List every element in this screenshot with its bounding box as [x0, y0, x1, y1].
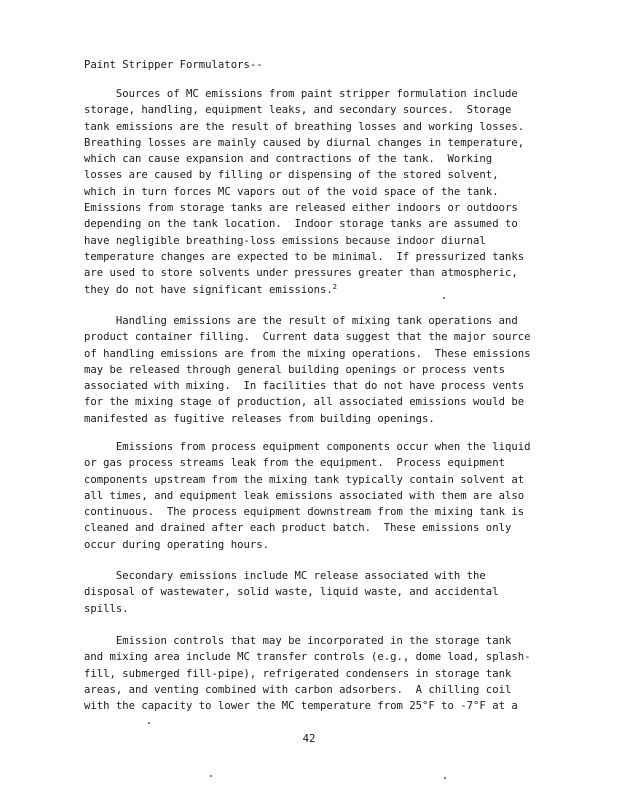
text-line: temperature changes are expected to be minimal. If pressurized tanks [84, 250, 525, 263]
text-line: Handling emissions are the result of mixing tank operations and [84, 315, 518, 327]
text-line: disposal of wastewater, solid waste, liquid waste, and accidental [84, 586, 499, 599]
text-line: continuous. The process equipment downstream from the mixing tank is [84, 506, 525, 519]
text-line: Emissions from storage tanks are released either indoors or outdoors [84, 202, 518, 215]
text-line: Emissions from process equipment components occur when the liquid [84, 441, 531, 453]
text-line: which in turn forces MC vapors out of the void space of the tank. [84, 185, 499, 198]
paragraph-handling-emissions [84, 313, 544, 427]
text-line: all times, and equipment leak emissions associated with them are also [84, 489, 525, 502]
text-line: associated with mixing. In facilities that do not have process vents [84, 380, 525, 393]
paragraph-secondary-emissions [84, 568, 544, 617]
footnote-reference: 2 [332, 282, 337, 291]
text-line: of handling emissions are from the mixing operations. These emissions [84, 347, 531, 360]
text-line: tank emissions are the result of breathing losses and working losses. [84, 120, 525, 133]
text-line: and mixing area include MC transfer controls (e.g., dome load, splash- [84, 651, 531, 664]
text-line: depending on the tank location. Indoor storage tanks are assumed to [84, 218, 518, 231]
text-line: may be released through general building openings or process vents [84, 363, 505, 376]
text-line: storage, handling, equipment leaks, and secondary sources. Storage [84, 104, 512, 117]
text-line: manifested as fugitive releases from building openings. [84, 412, 435, 425]
paragraph-emission-controls [84, 633, 544, 714]
text-line: losses are caused by filling or dispensing of the stored solvent, [84, 169, 499, 182]
text-line: areas, and venting combined with carbon adsorbers. A chilling coil [84, 683, 512, 696]
scan-speck [148, 722, 150, 724]
section-heading: Paint Stripper Formulators-- [84, 59, 263, 71]
page-number: 42 [302, 733, 316, 745]
text-line: Sources of MC emissions from paint stripper formulation include [84, 88, 518, 100]
scan-speck [210, 775, 212, 777]
text-line: fill, submerged fill-pipe), refrigerated condensers in storage tank [84, 667, 512, 680]
paragraph-equipment-emissions [84, 439, 544, 553]
text-line: they do not have significant emissions.$^2$ [84, 282, 337, 296]
text-line: Breathing losses are mainly caused by diurnal changes in temperature, [84, 136, 525, 149]
text-line: spills. [84, 602, 129, 615]
text-line: or gas process streams leak from the equipment. Process equipment [84, 457, 505, 470]
text-line: product container filling. Current data suggest that the major source [84, 331, 531, 344]
text-line: Secondary emissions include MC release associated with the [84, 570, 486, 582]
paragraph-storage-emissions [84, 86, 544, 298]
text-line: with the capacity to lower the MC temperature from 25°F to -7°F at a [84, 700, 518, 713]
text-line: cleaned and drained after each product batch. These emissions only [84, 522, 512, 535]
scan-speck [444, 777, 446, 779]
text-line: occur during operating hours. [84, 538, 269, 551]
text-line: Emission controls that may be incorporated in the storage tank [84, 635, 512, 647]
text-line: components upstream from the mixing tank typically contain solvent at [84, 473, 525, 486]
scan-speck [443, 297, 445, 299]
text-line: have negligible breathing-loss emissions because indoor diurnal [84, 234, 486, 247]
text-line: for the mixing stage of production, all associated emissions would be [84, 396, 525, 409]
text-line: which can cause expansion and contractions of the tank. Working [84, 153, 493, 166]
text-line: are used to store solvents under pressures greater than atmospheric, [84, 267, 518, 280]
